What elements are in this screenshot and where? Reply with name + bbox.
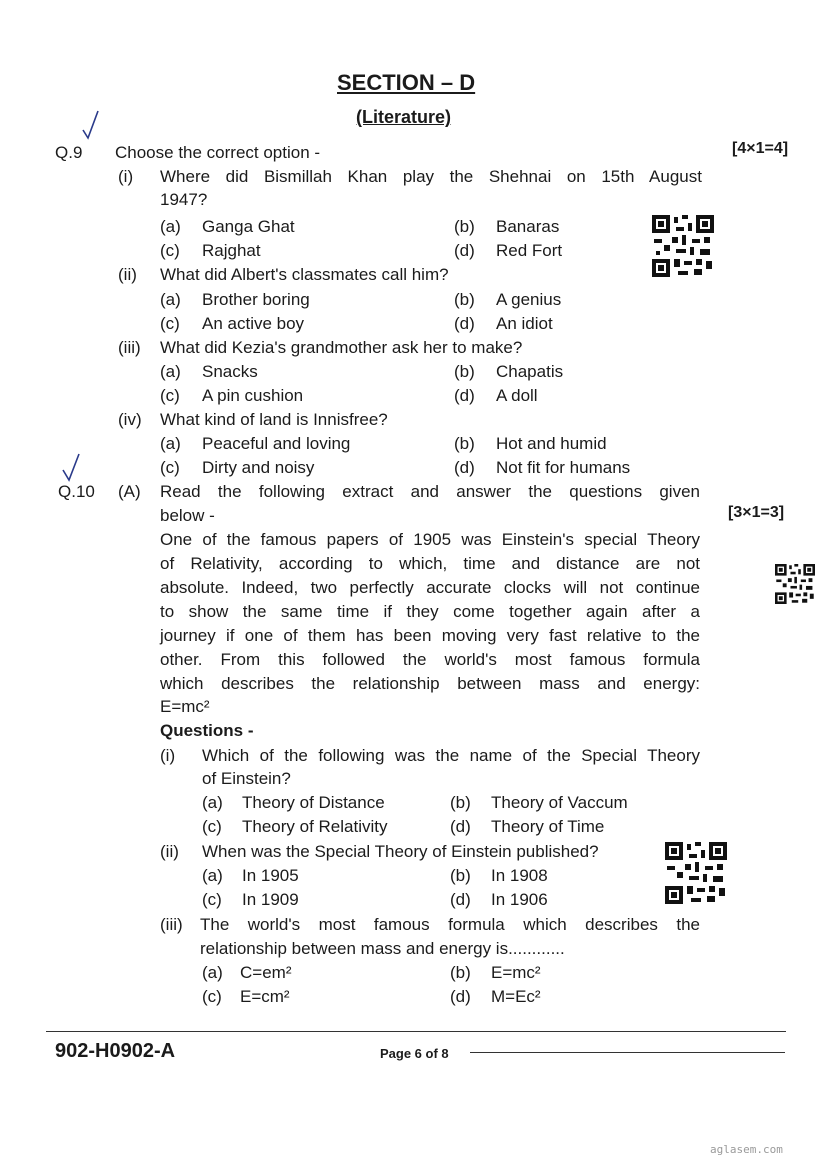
option-text: An idiot xyxy=(496,314,553,333)
option-label: (d) xyxy=(454,458,475,477)
question-number: (i) xyxy=(160,746,176,765)
option-text: Theory of Relativity xyxy=(242,817,388,836)
option-label: (b) xyxy=(454,290,475,309)
question-number: (iii) xyxy=(118,338,141,357)
qr-code-icon xyxy=(652,215,714,277)
question-number: (i) xyxy=(118,167,134,186)
option-label: (a) xyxy=(160,217,181,236)
footer-rule xyxy=(470,1052,785,1053)
q9-number: Q.9 xyxy=(55,143,83,162)
option-label: (c) xyxy=(202,987,222,1006)
passage-line: which describes the relationship between mass and energy: xyxy=(160,674,700,693)
passage-line: One of the famous papers of 1905 was Einstein's special Theory xyxy=(160,530,700,549)
option-label: (a) xyxy=(202,963,223,982)
option-label: (b) xyxy=(454,217,475,236)
option-text: Dirty and noisy xyxy=(202,458,315,477)
option-text: A genius xyxy=(496,290,562,309)
option-text: In 1906 xyxy=(491,890,548,909)
check-mark-icon xyxy=(60,452,84,484)
option-text: Red Fort xyxy=(496,241,563,260)
q10-instruction-continued: below - xyxy=(160,506,215,525)
passage-line: other. From this followed the world's most famous formula xyxy=(160,650,700,669)
option-text: Banaras xyxy=(496,217,560,236)
question-number: (ii) xyxy=(118,265,137,284)
check-mark-icon xyxy=(80,108,102,142)
option-label: (b) xyxy=(450,963,471,982)
passage-line: journey if one of them has been moving very fast relative to the xyxy=(160,626,700,645)
option-text: Theory of Vaccum xyxy=(491,793,628,812)
question-text: Which of the following was the name of the Special Theory xyxy=(202,746,700,765)
q9-marks: [4×1=4] xyxy=(732,140,789,157)
option-text: Brother boring xyxy=(202,290,310,309)
q10-number: Q.10 xyxy=(58,482,95,501)
qr-code-icon xyxy=(775,564,815,604)
question-text: What did Albert's classmates call him? xyxy=(160,265,449,284)
option-text: Rajghat xyxy=(202,241,261,260)
option-label: (a) xyxy=(202,866,223,885)
option-text: In 1908 xyxy=(491,866,548,885)
option-text: In 1909 xyxy=(242,890,299,909)
option-text: An active boy xyxy=(202,314,305,333)
option-label: (c) xyxy=(160,458,180,477)
passage-line: absolute. Indeed, two perfectly accurate clocks will not continue xyxy=(160,578,700,597)
option-label: (d) xyxy=(454,386,475,405)
option-text: Peaceful and loving xyxy=(202,434,351,453)
option-text: E=cm² xyxy=(240,987,290,1006)
section-subtitle: (Literature) xyxy=(356,107,452,127)
q10-instruction: Read the following extract and answer the questions given xyxy=(160,482,700,501)
section-title: SECTION – D xyxy=(337,70,476,95)
option-text: Theory of Time xyxy=(491,817,605,836)
question-text-continued: of Einstein? xyxy=(202,769,291,788)
question-number: (iii) xyxy=(160,915,183,934)
option-text: M=Ec² xyxy=(491,987,541,1006)
option-label: (d) xyxy=(454,241,475,260)
q10-marks: [3×1=3] xyxy=(728,504,785,521)
option-label: (a) xyxy=(160,362,181,381)
questions-heading: Questions - xyxy=(160,721,254,740)
q10-part: (A) xyxy=(118,482,141,501)
question-number: (iv) xyxy=(118,410,142,429)
option-label: (b) xyxy=(450,866,471,885)
option-text: Not fit for humans xyxy=(496,458,631,477)
option-label: (d) xyxy=(450,817,471,836)
option-label: (b) xyxy=(450,793,471,812)
option-label: (d) xyxy=(450,890,471,909)
option-text: Theory of Distance xyxy=(242,793,385,812)
passage-line: to show the same time if they come together again after a xyxy=(160,602,700,621)
page-number: Page 6 of 8 xyxy=(380,1046,449,1061)
option-text: A doll xyxy=(496,386,538,405)
question-text: What kind of land is Innisfree? xyxy=(160,410,388,429)
option-label: (c) xyxy=(202,890,222,909)
option-label: (d) xyxy=(454,314,475,333)
option-text: Snacks xyxy=(202,362,258,381)
passage-formula: E=mc² xyxy=(160,697,210,716)
option-text: Ganga Ghat xyxy=(202,217,295,236)
option-label: (b) xyxy=(454,434,475,453)
option-text: A pin cushion xyxy=(202,386,304,405)
option-label: (b) xyxy=(454,362,475,381)
option-label: (a) xyxy=(160,290,181,309)
option-text: In 1905 xyxy=(242,866,299,885)
question-text: When was the Special Theory of Einstein published? xyxy=(202,842,599,861)
option-label: (a) xyxy=(202,793,223,812)
option-text: Hot and humid xyxy=(496,434,607,453)
option-label: (d) xyxy=(450,987,471,1006)
option-text: Chapatis xyxy=(496,362,564,381)
question-number: (ii) xyxy=(160,842,179,861)
option-label: (c) xyxy=(160,314,180,333)
paper-code: 902-H0902-A xyxy=(55,1040,176,1062)
option-text: E=mc² xyxy=(491,963,541,982)
footer-divider xyxy=(46,1031,786,1032)
question-text: What did Kezia's grandmother ask her to make? xyxy=(160,338,523,357)
option-text: C=em² xyxy=(240,963,292,982)
q9-instruction: Choose the correct option - xyxy=(115,143,321,162)
option-label: (c) xyxy=(160,386,180,405)
passage-line: of Relativity, according to which, time and distance are not xyxy=(160,554,700,573)
qr-code-icon xyxy=(665,842,727,904)
option-label: (c) xyxy=(202,817,222,836)
question-text-continued: 1947? xyxy=(160,190,208,209)
option-label: (c) xyxy=(160,241,180,260)
option-label: (a) xyxy=(160,434,181,453)
watermark-text: aglasem.com xyxy=(710,1143,783,1156)
question-text: Where did Bismillah Khan play the Shehnai on 15th August xyxy=(160,167,702,186)
question-text-continued: relationship between mass and energy is............ xyxy=(200,939,565,958)
question-text: The world's most famous formula which describes the xyxy=(200,915,700,934)
